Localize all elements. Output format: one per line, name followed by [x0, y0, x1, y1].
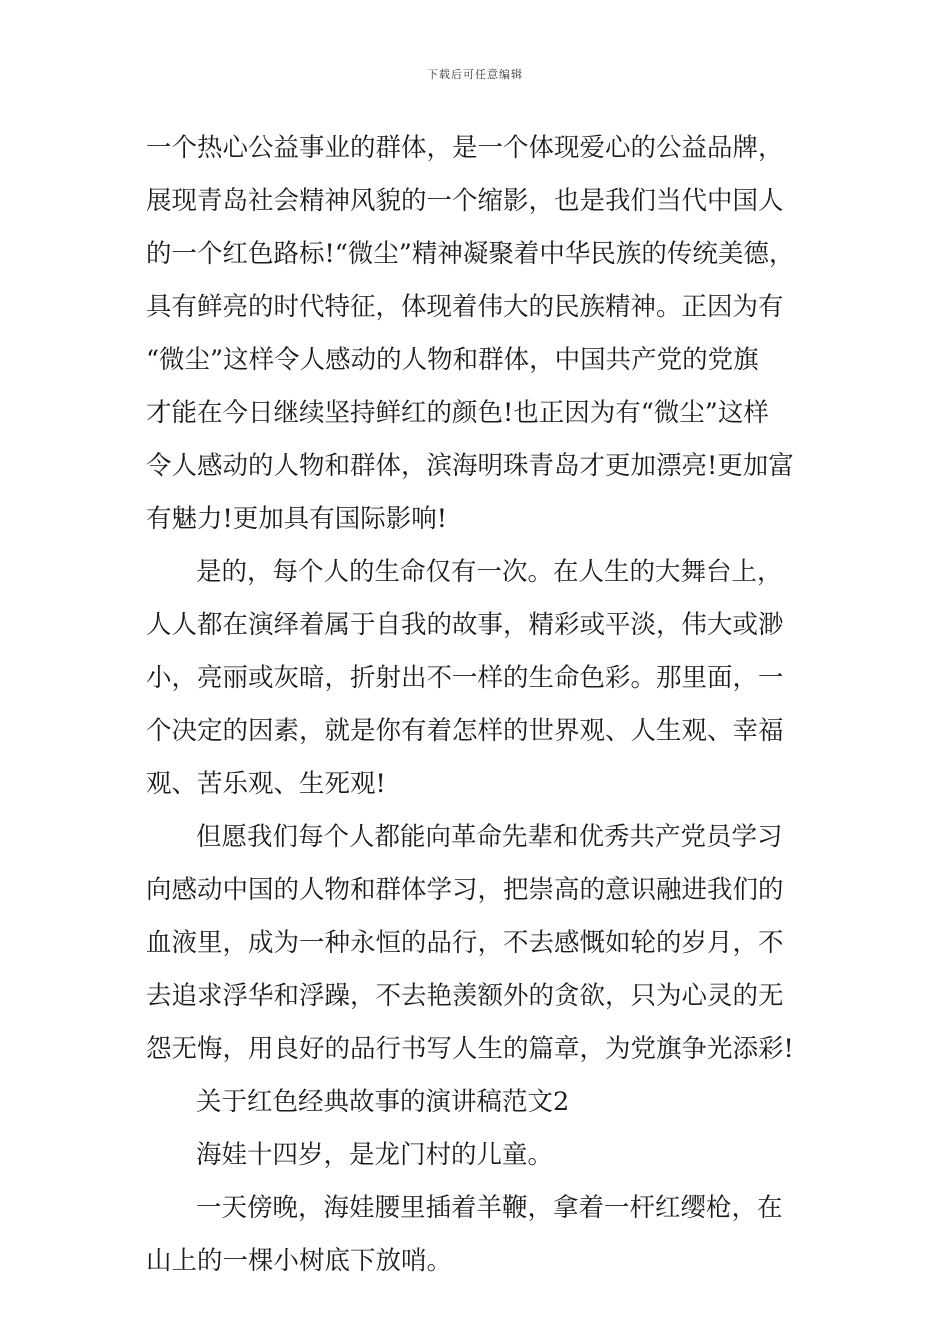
paragraph	[146, 1129, 826, 1182]
text-line: 一天傍晚，海娃腰里插着羊鞭，拿着一杆红缨枪，在	[196, 1193, 783, 1223]
paragraph	[146, 546, 826, 811]
text-line: 有魅力!更加具有国际影响!	[146, 504, 447, 534]
text-line: 小，亮丽或灰暗，折射出不一样的生命色彩。那里面，一	[146, 663, 784, 693]
text-line: 向感动中国的人物和群体学习，把崇高的意识融进我们的	[146, 875, 784, 905]
heading-line: 关于红色经典故事的演讲稿范文2	[196, 1087, 570, 1117]
text-line: 血液里，成为一种永恒的品行，不去感慨如轮的岁月，不	[146, 928, 784, 958]
paragraph	[146, 811, 826, 1076]
text-line: 个决定的因素，就是你有着怎样的世界观、人生观、幸福	[146, 716, 784, 746]
paragraph	[146, 1182, 826, 1288]
text-line: 是的，每个人的生命仅有一次。在人生的大舞台上，	[196, 557, 783, 587]
text-line: 观、苦乐观、生死观!	[146, 769, 386, 799]
text-line: 怨无悔，用良好的品行书写人生的篇章，为党旗争光添彩!	[146, 1034, 794, 1064]
text-line: 才能在今日继续坚持鲜红的颜色!也正因为有“微尘”这样	[146, 398, 769, 428]
text-line: 的一个红色路标!“微尘”精神凝聚着中华民族的传统美德，	[146, 239, 795, 269]
page-header: 下载后可任意编辑	[427, 68, 523, 81]
text-line: 去追求浮华和浮躁，不去艳羡额外的贪欲，只为心灵的无	[146, 981, 784, 1011]
text-line: 海娃十四岁，是龙门村的儿童。	[196, 1140, 554, 1170]
section-heading	[146, 1076, 826, 1129]
text-line: 人人都在演绎着属于自我的故事，精彩或平淡，伟大或渺	[146, 610, 784, 640]
text-line: 山上的一棵小树底下放哨。	[146, 1246, 453, 1276]
text-line: 但愿我们每个人都能向革命先辈和优秀共产党员学习	[196, 822, 783, 852]
text-line: 一个热心公益事业的群体，是一个体现爱心的公益品牌，	[146, 133, 784, 163]
text-line: 展现青岛社会精神风貌的一个缩影，也是我们当代中国人	[146, 186, 784, 216]
paragraph	[146, 122, 826, 546]
text-line: 令人感动的人物和群体，滨海明珠青岛才更加漂亮!更加富	[146, 451, 794, 481]
text-line: 具有鲜亮的时代特征，体现着伟大的民族精神。正因为有	[146, 292, 784, 322]
text-line: “微尘”这样令人感动的人物和群体，中国共产党的党旗	[146, 345, 759, 375]
document-body	[146, 122, 826, 1288]
